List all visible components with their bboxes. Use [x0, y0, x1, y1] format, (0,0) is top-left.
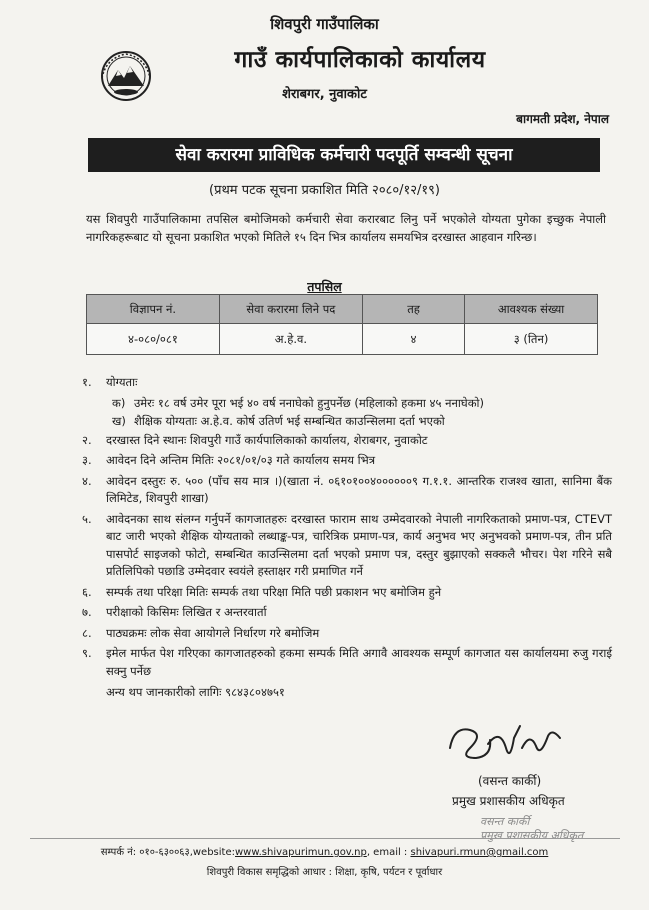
org-address: शेराबगर, नुवाकोट [282, 87, 367, 102]
notice-title: सेवा करारमा प्राविधिक कर्मचारी पदपूर्ति सम्वन्धी सूचना [88, 138, 600, 172]
footer-divider [30, 838, 620, 839]
list-item [82, 432, 612, 450]
requirements-list [82, 374, 612, 702]
item-number: ९. [82, 646, 92, 660]
list-item [82, 473, 612, 508]
col-header-level: तह [362, 295, 464, 324]
col-header-post: सेवा करारमा लिने पद [219, 295, 362, 324]
stamp-name: वसन्त कार्की [480, 815, 530, 828]
item-text: आवेदन दिने अन्तिम मितिः २०८१/०१/०३ गते कार्यालय समय भित्र [106, 453, 376, 467]
signature-icon [440, 718, 570, 770]
list-item [82, 645, 612, 680]
item-text: परीक्षाको किसिमः लिखित र अन्तरवार्ता [106, 605, 267, 619]
sub-item [82, 413, 612, 431]
item-text: आवेदनका साथ संलग्न गर्नुपर्ने कागजातहरुः दरखास्त फाराम साथ उम्मेदवारको नेपाली नागरिकताको प्रमाण-पत्र, CTEVT बाट जारी भएको शैक्षिक योग्यताको लब्धाङ्क-पत्र, चारित्रिक प्रमाण-पत्र, कार्य अनुभव भए अनुभवको प्रमाण-पत्र, तीन प्रति पासपोर्ट साइजको फोटो, सम्बन्धित काउन्सिलमा दर्ता भएको प्रमाण पत्र, दस्तुर बुझाएको सक्कलै भौचर। पेश गरिने सबै प्रतिलिपिको पछाडि उम्मेदवार स्वयंले हस्ताक्षर गरी प्रमाणित गर्ने [106, 511, 612, 578]
col-header-count: आवश्यक संख्या [465, 295, 598, 324]
list-item [82, 511, 612, 581]
sub-item-text: उमेरः १८ वर्ष उमेर पूरा भई ४० वर्ष ननाघेको हुनुपर्नेछ (महिलाको हकमा ४५ ननाघेको) [134, 395, 484, 410]
item-number: ६. [82, 584, 92, 599]
item-number: १. [82, 375, 92, 389]
item-text: योग्यताः [106, 375, 138, 389]
item-number: ३. [82, 453, 92, 467]
vacancy-table [86, 294, 598, 355]
signatory-name: (वसन्त कार्की) [478, 774, 542, 788]
list-item [82, 625, 612, 643]
footer-contact-prefix: सम्पर्क नं: ०१०-६३००६३,website: [100, 847, 235, 858]
stamp-title: प्रमुख प्रशासकीय अधिकृत [480, 829, 584, 842]
list-item [82, 584, 612, 602]
notice-subtitle: (प्रथम पटक सूचना प्रकाशित मिति २०८०/१२/१९) [209, 183, 440, 198]
province-label: बागमती प्रदेश, नेपाल [516, 112, 609, 126]
notice-intro: यस शिवपुरी गाउँपालिकामा तपसिल बमोजिमको कर्मचारी सेवा करारबाट लिनु पर्ने भएकोले योग्यता पुगेका इच्छुक नेपाली नागरिकहरूबाट यो सूचना प्रकाशित भएको मितिले १५ दिन भित्र कार्यालय समयभित्र दरखास्त आहवान गरिन्छ। [86, 212, 606, 244]
item-text: सम्पर्क तथा परिक्षा मितिः सम्पर्क तथा परिक्षा मिति पछी प्रकाशन भए बमोजिम हुने [106, 584, 442, 599]
col-header-ad-no: विज्ञापन नं. [87, 295, 220, 324]
sub-item-number: क) [112, 395, 126, 410]
list-item [82, 452, 612, 470]
footer-motto: शिवपुरी विकास समृद्धिको आधार : शिक्षा, कृषि, पर्यटन र पूर्वाधार [206, 867, 443, 878]
cell-ad-no: ४-०८०/०८१ [87, 324, 220, 355]
org-name-top: शिवपुरी गाउँपालिका [270, 15, 379, 33]
table-row [87, 324, 598, 355]
item-number: ५. [82, 511, 92, 526]
email-link[interactable]: shivapuri.rmun@gmail.com [410, 847, 549, 858]
sub-item [82, 395, 612, 413]
item-text: इमेल मार्फत पेश गरिएका कागजातहरुको हकमा सम्पर्क मिति अगावै आवश्यक सम्पूर्ण कागजात यस कार्यालयमा रुजु गराई सक्नु पर्नेछ [106, 646, 612, 678]
sub-item-text: शैक्षिक योग्यताः अ.हे.व. कोर्ष उतिर्ण भई सम्बन्धित काउन्सिलमा दर्ता भएको [134, 414, 445, 428]
cell-count: ३ (तिन) [465, 324, 598, 355]
contact-phone-line: अन्य थप जानकारीको लागिः ९८४३८०४७५१ [106, 685, 285, 699]
table-header-row [87, 295, 598, 324]
signatory-title: प्रमुख प्रशासकीय अधिकृत [452, 794, 565, 808]
item-text: दरखास्त दिने स्थानः शिवपुरी गाउँ कार्यपालिकाको कार्यालय, शेराबगर, नुवाकोट [106, 432, 428, 447]
org-name-main: गाउँ कार्यपालिकाको कार्यालय [234, 47, 486, 73]
item-number: ४. [82, 473, 92, 488]
item-text: आवेदन दस्तुरः रु. ५०० (पाँच सय मात्र ।)(खाता नं. ०६१०१००४००००००९ ग.१.१. आन्तरिक राजश्व खाता, सानिमा बैंक लिमिटेड, शिवपुरी शाखा) [106, 473, 612, 505]
website-link[interactable]: www.shivapurimun.gov.np [235, 847, 367, 858]
cell-level: ४ [362, 324, 464, 355]
list-item [82, 604, 612, 622]
item-number: ८. [82, 625, 92, 640]
item-number: ७. [82, 605, 92, 619]
item-text: पाठ्यक्रमः लोक सेवा आयोगले निर्धारण गरे बमोजिम [106, 625, 320, 640]
cell-post: अ.हे.व. [219, 324, 362, 355]
sub-item-number: ख) [112, 414, 126, 428]
list-item [82, 374, 612, 392]
footer-email-prefix: , email : [366, 847, 408, 858]
footer-contact [0, 844, 649, 858]
table-caption: तपसिल [307, 279, 342, 294]
item-number: २. [82, 432, 92, 447]
